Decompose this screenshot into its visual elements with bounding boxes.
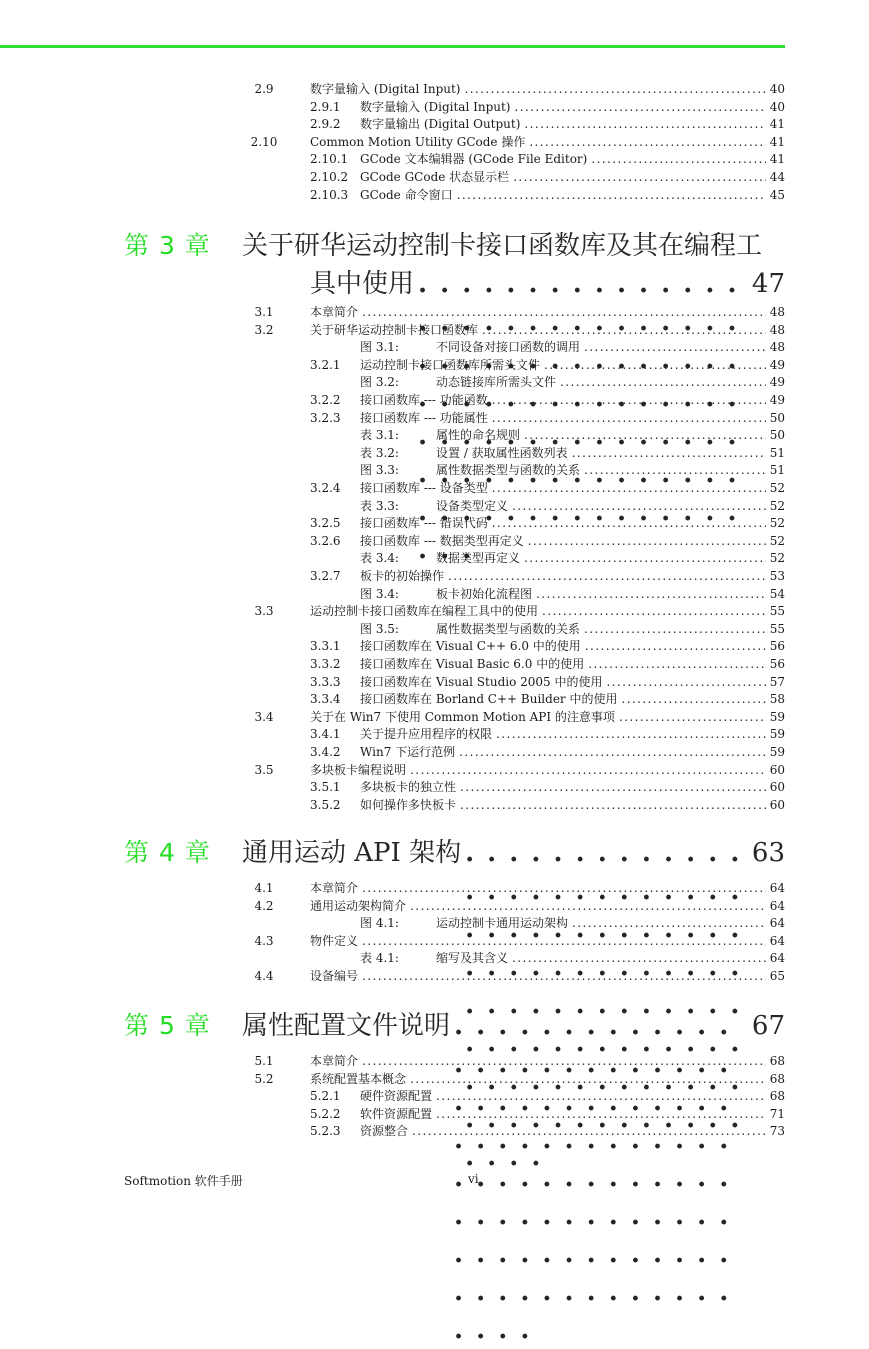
leader-dots — [524, 116, 765, 133]
chapter-title[interactable] — [242, 1007, 785, 1045]
leader-dots — [512, 950, 766, 967]
leader-dots — [621, 691, 765, 708]
toc-entry[interactable] — [0, 134, 869, 151]
toc-entry-page: 73 — [769, 1124, 785, 1139]
leader-dots — [584, 621, 766, 638]
leader-dots — [588, 656, 766, 673]
toc-entry[interactable] — [0, 410, 869, 427]
toc-entry-number: 3.3 — [254, 604, 274, 619]
toc-entry-number: 3.3.4 — [310, 692, 341, 707]
chapter-title[interactable] — [242, 227, 785, 303]
toc-entry-page: 52 — [769, 551, 785, 566]
toc-entry-page: 51 — [769, 445, 785, 460]
chapter-title-text: 通用运动 API 架构 — [242, 838, 462, 868]
leader-dots — [465, 81, 766, 98]
chapter-title-text: 属性配置文件说明 — [242, 1011, 451, 1041]
toc-entry[interactable] — [0, 169, 869, 186]
toc-entry-title[interactable]: GCode 文本编辑器 (GCode File Editor) — [360, 152, 588, 167]
toc-figure-entry[interactable] — [0, 427, 869, 444]
toc-entry-page: 64 — [769, 916, 785, 931]
toc-figure-entry[interactable] — [0, 586, 869, 603]
toc-entry-number: 3.2.2 — [310, 393, 341, 407]
toc-entry-title[interactable]: 接口函数库 --- 数据类型再定义 — [360, 533, 524, 548]
toc-entry-page: 58 — [769, 692, 785, 707]
toc-entry-page: 68 — [769, 1054, 785, 1068]
toc-entry-page: 68 — [769, 1071, 785, 1086]
chapter-title[interactable] — [242, 834, 785, 872]
leader-dots — [492, 515, 766, 532]
toc-entry-title[interactable]: 属性数据类型与函数的关系 — [436, 463, 581, 478]
leader-dots — [362, 1053, 766, 1070]
toc-entry-page: 64 — [769, 898, 785, 913]
toc-entry[interactable] — [0, 81, 869, 98]
leader-dots — [524, 550, 766, 567]
toc-entry-title[interactable]: 本章简介 — [310, 881, 359, 895]
toc-figure-entry[interactable] — [0, 445, 869, 462]
toc-entry-title[interactable]: 板卡的初始操作 — [360, 569, 445, 583]
toc-entry-title[interactable]: 如何操作多快板卡 — [360, 797, 457, 812]
toc-entry-title[interactable]: GCode 命令窗口 — [360, 187, 453, 202]
toc-entry-title[interactable]: 接口函数库 --- 功能函数 — [360, 393, 488, 407]
toc-entry-page: 64 — [769, 951, 785, 966]
toc-entry-title[interactable]: 运动控制卡接口函数库所需头文件 — [360, 357, 541, 372]
toc-entry-page: 49 — [769, 375, 785, 390]
leader-dots — [529, 134, 765, 151]
toc-entry-page: 55 — [769, 604, 785, 619]
toc-entry-number: 5.2.2 — [310, 1106, 341, 1121]
toc-entry-page: 52 — [769, 481, 785, 495]
toc-entry-number: 3.5.1 — [310, 780, 341, 795]
toc-entry-caption: 图 3.5: — [360, 621, 399, 636]
toc-entry-page: 48 — [769, 305, 785, 319]
toc-figure-entry[interactable] — [0, 550, 869, 567]
toc-entry-caption: 表 3.4: — [360, 551, 399, 566]
toc-entry-title[interactable]: 设置 / 获取属性函数列表 — [436, 445, 568, 460]
header-rule — [0, 45, 785, 48]
toc-entry-title[interactable]: 接口函数库在 Visual Studio 2005 中的使用 — [360, 674, 603, 689]
leader-dots — [482, 322, 766, 339]
toc-entry-page: 51 — [769, 463, 785, 478]
toc-entry-page: 48 — [769, 322, 785, 337]
toc-entry-title[interactable]: 硬件资源配置 — [360, 1089, 433, 1104]
toc-entry-page: 53 — [769, 569, 785, 583]
toc-entry-number: 5.1 — [254, 1054, 274, 1068]
toc-entry-page: 49 — [769, 393, 785, 407]
toc-entry[interactable] — [0, 880, 869, 897]
toc-entry-number: 2.9.2 — [310, 117, 341, 132]
toc-entry-number: 2.10.3 — [310, 187, 349, 202]
toc-entry-title[interactable]: 系统配置基本概念 — [310, 1071, 407, 1086]
chapter-page: 47 — [751, 269, 785, 299]
toc-entry-title[interactable]: 关于提升应用程序的权限 — [360, 727, 493, 742]
leader-dots — [560, 374, 766, 391]
toc-entry-page: 50 — [769, 428, 785, 443]
toc-figure-entry[interactable] — [0, 374, 869, 391]
toc-entry[interactable] — [0, 674, 869, 691]
toc-entry[interactable] — [0, 603, 869, 620]
toc-entry-number: 3.1 — [254, 305, 274, 319]
toc-entry-number: 4.3 — [254, 933, 274, 948]
toc-entry[interactable] — [0, 968, 869, 985]
toc-entry[interactable] — [0, 1088, 869, 1105]
toc-entry-page: 49 — [769, 357, 785, 372]
footer-manual-title: Softmotion 软件手册 — [124, 1174, 243, 1188]
toc-entry-page: 40 — [769, 99, 785, 114]
toc-entry-number: 3.4 — [254, 709, 274, 724]
toc-entry-title[interactable]: 属性的命名规则 — [436, 428, 521, 443]
toc-entry-title[interactable]: 资源整合 — [360, 1124, 409, 1139]
toc-entry-caption: 图 4.1: — [360, 916, 399, 931]
toc-entry-number: 4.4 — [254, 969, 274, 983]
leader-dots — [459, 744, 766, 761]
toc-figure-entry[interactable] — [0, 950, 869, 967]
toc-entry-title[interactable]: 通用运动架构简介 — [310, 898, 407, 913]
leader-dots — [572, 915, 766, 932]
toc-entry-page: 40 — [769, 82, 785, 96]
toc-entry-title[interactable]: 物件定义 — [310, 933, 359, 948]
toc-entry[interactable] — [0, 1106, 869, 1123]
toc-entry-page: 56 — [769, 657, 785, 671]
toc-entry-title[interactable]: 数据类型再定义 — [436, 551, 521, 566]
toc-entry-page: 41 — [769, 134, 785, 149]
chapter-number: 第 3 章 — [124, 231, 211, 260]
toc-entry-number: 3.3.1 — [310, 639, 341, 654]
toc-entry[interactable] — [0, 187, 869, 204]
toc-entry-title[interactable]: 不同设备对接口函数的调用 — [436, 340, 581, 355]
toc-entry[interactable] — [0, 99, 869, 116]
toc-entry-title[interactable]: 设备类型定义 — [436, 498, 509, 513]
leader-dots — [591, 151, 765, 168]
toc-entry[interactable] — [0, 726, 869, 743]
toc-entry-page: 65 — [769, 969, 785, 983]
toc-entry[interactable] — [0, 709, 869, 726]
toc-entry-number: 3.4.1 — [310, 727, 341, 742]
toc-entry-number: 3.5 — [254, 762, 274, 777]
leader-dots — [362, 880, 766, 897]
toc-entry-title[interactable]: 设备编号 — [310, 969, 359, 983]
toc-entry-title[interactable]: 软件资源配置 — [360, 1106, 433, 1121]
toc-entry-title[interactable]: 数字量输出 (Digital Output) — [360, 117, 521, 132]
toc-entry-page: 50 — [769, 410, 785, 425]
toc-entry-title[interactable]: 属性数据类型与函数的关系 — [436, 621, 581, 636]
leader-dots — [410, 898, 766, 915]
toc-entry-number: 2.9 — [254, 82, 274, 96]
toc-entry-number: 3.2 — [254, 322, 274, 337]
toc-entry-page: 48 — [769, 340, 785, 355]
toc-entry-page: 59 — [769, 745, 785, 759]
toc-entry-number: 3.4.2 — [310, 745, 341, 759]
toc-entry-page: 57 — [769, 674, 785, 689]
leader-dots — [584, 462, 766, 479]
toc-entry-title[interactable]: 关于研华运动控制卡接口函数库 — [310, 322, 479, 337]
toc-entry-page: 64 — [769, 881, 785, 895]
leader-dots — [619, 709, 766, 726]
toc-entry-number: 3.2.1 — [310, 357, 341, 372]
toc-entry-page: 60 — [769, 780, 785, 795]
toc-entry-number: 2.10.1 — [310, 152, 349, 167]
toc-entry-number: 2.10.2 — [310, 170, 349, 184]
toc-entry-title[interactable]: 本章简介 — [310, 1054, 359, 1068]
toc-entry-title[interactable]: Win7 下运行范例 — [360, 745, 456, 759]
toc-entry-page: 60 — [769, 762, 785, 777]
toc-entry-title[interactable]: 接口函数库 --- 设备类型 — [360, 481, 488, 495]
toc-entry-page: 60 — [769, 797, 785, 812]
leader-dots — [492, 392, 766, 409]
toc-entry-page: 41 — [769, 117, 785, 132]
toc-entry-title[interactable]: 多块板卡编程说明 — [310, 762, 407, 777]
toc-entry-number: 3.2.7 — [310, 569, 341, 583]
leader-dots — [457, 187, 766, 204]
toc-entry[interactable] — [0, 744, 869, 761]
toc-entry-title[interactable]: 接口函数库在 Borland C++ Builder 中的使用 — [360, 692, 618, 707]
toc-entry[interactable] — [0, 116, 869, 133]
toc-entry[interactable] — [0, 898, 869, 915]
chapter-page: 67 — [751, 1011, 785, 1041]
toc-entry-number: 5.2.3 — [310, 1124, 341, 1139]
toc-entry[interactable] — [0, 304, 869, 321]
toc-entry-title[interactable]: 接口函数库 --- 功能属性 — [360, 410, 488, 425]
toc-entry-caption: 表 3.1: — [360, 428, 399, 443]
leader-dots — [584, 339, 766, 356]
toc-entry-page: 44 — [769, 170, 785, 184]
toc-entry[interactable] — [0, 392, 869, 409]
toc-figure-entry[interactable] — [0, 621, 869, 638]
chapter-page: 63 — [751, 838, 785, 868]
leader-dots — [607, 674, 766, 691]
toc-entry[interactable] — [0, 1123, 869, 1140]
leader-dots — [410, 1071, 766, 1088]
toc-figure-entry[interactable] — [0, 498, 869, 515]
toc-entry-title[interactable]: 接口函数库在 Visual C++ 6.0 中的使用 — [360, 639, 581, 654]
leader-dots — [436, 1106, 766, 1123]
leader-dots — [512, 498, 766, 515]
leader-dots — [460, 779, 766, 796]
toc-entry-number: 4.1 — [254, 881, 274, 895]
toc-entry-page: 59 — [769, 709, 785, 724]
leader-dots — [362, 968, 766, 985]
toc-figure-entry[interactable] — [0, 915, 869, 932]
toc-entry-title[interactable]: 运动控制卡通用运动架构 — [436, 916, 569, 931]
toc-entry-number: 2.10 — [250, 134, 278, 149]
toc-entry-title[interactable]: 板卡初始化流程图 — [436, 586, 533, 601]
toc-entry-title[interactable]: 接口函数库在 Visual Basic 6.0 中的使用 — [360, 657, 585, 671]
leader-dots — [524, 427, 766, 444]
toc-entry-caption: 图 3.4: — [360, 586, 399, 601]
toc-entry-page: 54 — [769, 586, 785, 601]
toc-entry[interactable] — [0, 797, 869, 814]
toc-entry-caption: 表 4.1: — [360, 951, 399, 966]
toc-entry-caption: 图 3.3: — [360, 463, 399, 478]
toc-entry-page: 68 — [769, 1089, 785, 1104]
toc-entry[interactable] — [0, 533, 869, 550]
toc-entry[interactable] — [0, 322, 869, 339]
chapter-number: 第 5 章 — [124, 1011, 211, 1040]
leader-dots — [362, 304, 766, 321]
toc-figure-entry[interactable] — [0, 339, 869, 356]
leader-dots — [542, 603, 766, 620]
leader-dots — [528, 533, 766, 550]
toc-entry[interactable] — [0, 357, 869, 374]
toc-entry-page: 64 — [769, 933, 785, 948]
toc-entry-title[interactable]: 动态链接库所需头文件 — [436, 375, 557, 390]
leader-dots — [544, 357, 766, 374]
toc-entry[interactable] — [0, 779, 869, 796]
toc-entry-title[interactable]: 多块板卡的独立性 — [360, 780, 457, 795]
toc-entry-page: 52 — [769, 516, 785, 531]
toc-figure-entry[interactable] — [0, 462, 869, 479]
toc-entry-number: 3.2.3 — [310, 410, 341, 425]
leader-dots — [460, 797, 766, 814]
toc-entry-title[interactable]: 运动控制卡接口函数库在编程工具中的使用 — [310, 604, 539, 619]
toc-entry[interactable] — [0, 568, 869, 585]
leader-dots — [496, 726, 766, 743]
toc-entry-title[interactable]: Common Motion Utility GCode 操作 — [310, 134, 526, 149]
leader-dots — [513, 169, 766, 186]
toc-entry[interactable] — [0, 656, 869, 673]
toc-entry-number: 3.2.6 — [310, 533, 341, 548]
toc-entry-caption: 图 3.1: — [360, 340, 399, 355]
toc-entry-caption: 表 3.2: — [360, 445, 399, 460]
toc-entry-title[interactable]: 关于在 Win7 下使用 Common Motion API 的注意事项 — [310, 709, 615, 724]
toc-entry[interactable] — [0, 151, 869, 168]
leader-dots — [436, 1088, 766, 1105]
toc-entry-page: 56 — [769, 639, 785, 654]
leader-dots — [492, 480, 766, 497]
toc-entry-page: 41 — [769, 152, 785, 167]
toc-entry-number: 2.9.1 — [310, 99, 341, 114]
toc-entry-title[interactable]: 缩写及其含义 — [436, 951, 509, 966]
toc-entry-number: 3.5.2 — [310, 797, 341, 812]
toc-entry[interactable] — [0, 691, 869, 708]
leader-dots — [448, 568, 766, 585]
toc-entry-page: 52 — [769, 498, 785, 513]
chapter-title-text: 具中使用 — [310, 269, 415, 299]
toc-entry-number: 3.2.5 — [310, 516, 341, 531]
toc-entry-title[interactable]: 数字量输入 (Digital Input) — [310, 82, 461, 96]
chapter-title-text: 关于研华运动控制卡接口函数库及其在编程工 — [242, 231, 763, 261]
toc-entry-number: 4.2 — [254, 898, 274, 913]
leader-dots — [572, 445, 766, 462]
toc-entry[interactable] — [0, 515, 869, 532]
toc-entry-title[interactable]: 数字量输入 (Digital Input) — [360, 99, 511, 114]
toc-entry-number: 5.2.1 — [310, 1089, 341, 1104]
toc-entry-title[interactable]: 本章简介 — [310, 305, 359, 319]
leader-dots — [585, 638, 766, 655]
toc-entry-page: 55 — [769, 621, 785, 636]
toc-entry[interactable] — [0, 762, 869, 779]
toc-entry-number: 3.2.4 — [310, 481, 341, 495]
toc-entry-page: 52 — [769, 533, 785, 548]
footer-page-number: vi — [468, 1172, 479, 1186]
toc-entry-caption: 图 3.2: — [360, 375, 399, 390]
leader-dots — [536, 586, 766, 603]
toc-entry-number: 3.3.2 — [310, 657, 341, 671]
toc-entry-page: 45 — [769, 187, 785, 202]
leader-dots — [492, 410, 766, 427]
toc-entry[interactable] — [0, 1053, 869, 1070]
toc-entry[interactable] — [0, 638, 869, 655]
leader-dots — [515, 99, 766, 116]
chapter-number: 第 4 章 — [124, 838, 211, 867]
leader-dots — [362, 933, 766, 950]
toc-entry[interactable] — [0, 933, 869, 950]
toc-entry[interactable] — [0, 1071, 869, 1088]
leader-dots — [412, 1123, 766, 1140]
toc-entry-caption: 表 3.3: — [360, 498, 399, 513]
toc-entry-page: 59 — [769, 727, 785, 742]
toc-entry-number: 3.3.3 — [310, 674, 341, 689]
toc-entry-page: 71 — [769, 1106, 785, 1121]
toc-entry-number: 5.2 — [254, 1071, 274, 1086]
toc-entry-title[interactable]: 接口函数库 --- 错误代码 — [360, 516, 488, 531]
toc-entry[interactable] — [0, 480, 869, 497]
leader-dots — [410, 762, 766, 779]
toc-entry-title[interactable]: GCode GCode 状态显示栏 — [360, 170, 510, 184]
